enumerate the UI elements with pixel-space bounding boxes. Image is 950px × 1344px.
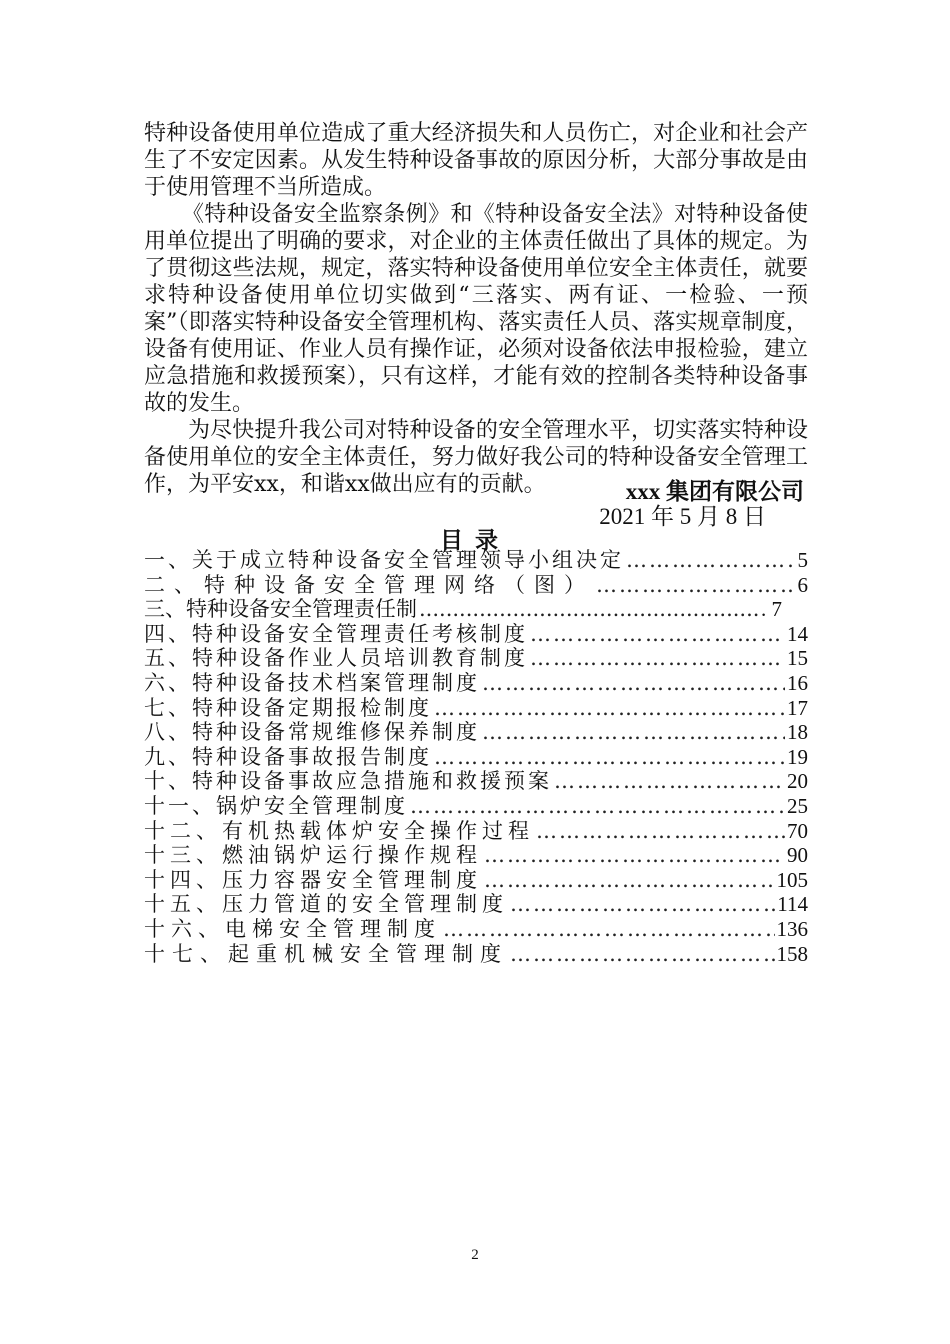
toc-entry[interactable]: [144, 573, 808, 598]
toc-entry[interactable]: [144, 548, 808, 573]
toc-leader-dots: [482, 720, 785, 745]
toc-entry-label: 十三、燃油锅炉运行操作规程: [144, 843, 482, 868]
page-number: 2: [471, 1247, 479, 1263]
toc-entry-page: 20: [787, 769, 808, 794]
toc-entry-label: 二、特种设备安全管理网络（图）: [144, 572, 594, 597]
toc-entry-label: 三、特种设备安全管理责任制: [144, 597, 417, 622]
toc-entry-label: 六、特种设备技术档案管理制度: [144, 670, 480, 695]
toc-entry[interactable]: [144, 597, 808, 622]
toc-leader-dots: [482, 671, 785, 696]
intro-text: [144, 120, 808, 498]
signature-date: 2021 年 5 月 8 日: [599, 504, 766, 529]
toc-leader-dots: [530, 622, 785, 647]
toc-entry-page: 16: [787, 670, 808, 695]
toc-entry-label: 九、特种设备事故报告制度: [144, 744, 432, 769]
toc-entry-page: 15: [787, 646, 808, 671]
paragraph-3: 为尽快提升我公司对特种设备的安全管理水平，切实落实特种设备使用单位的安全主体责任，努力做好我公司的特种设备安全管理工作，为平安xx，和谐xx做出应有的贡献。: [144, 418, 808, 497]
toc-entry-page: 5: [797, 548, 808, 572]
toc-entry-label: 十五、压力管道的安全管理制度: [144, 892, 508, 917]
toc-title: 目录: [440, 527, 510, 554]
toc-leader-dots: [434, 696, 785, 721]
toc-entry-page: 25: [787, 793, 808, 818]
toc-entry-page: 17: [787, 695, 808, 720]
toc-entry-label: 十一、锅炉安全管理制度: [144, 793, 408, 818]
toc-entry-page: 105: [776, 867, 808, 892]
toc-entry-page: 19: [787, 744, 808, 769]
toc-entry-label: 七、特种设备定期报检制度: [144, 695, 432, 720]
toc-entry-page: . 7: [761, 597, 782, 622]
toc-entry[interactable]: [144, 720, 808, 745]
toc-leader-dots: [484, 868, 775, 893]
toc-entry-label: 十、特种设备事故应急措施和救援预案: [144, 769, 552, 794]
toc-leader-dots: [419, 597, 759, 622]
toc-entry-label: 十四、压力容器安全管理制度: [144, 867, 482, 892]
toc-entry[interactable]: [144, 646, 808, 671]
toc-entry-label: 十六、电梯安全管理制度: [144, 916, 441, 941]
toc-entry-page: 18: [787, 720, 808, 745]
toc-leader-dots: [530, 646, 785, 671]
toc-entry[interactable]: [144, 819, 808, 844]
toc-entry[interactable]: [144, 622, 808, 647]
toc-entry-page: 70: [787, 818, 808, 843]
toc-leader-dots: [626, 548, 796, 573]
toc-entry-label: 八、特种设备常规维修保养制度: [144, 720, 480, 745]
toc-leader-dots: [443, 917, 775, 942]
toc-leader-dots: [554, 769, 785, 794]
toc-leader-dots: [510, 892, 775, 917]
toc-entry-label: 一、关于成立特种设备安全管理领导小组决定: [144, 548, 624, 572]
toc-entry-page: 14: [787, 621, 808, 646]
signature-company: xxx 集团有限公司: [625, 479, 804, 504]
toc-entry[interactable]: [144, 696, 808, 721]
toc-entry[interactable]: [144, 942, 808, 967]
toc-leader-dots: [410, 794, 785, 819]
toc-leader-dots: [510, 942, 775, 967]
toc-entry-page: 90: [787, 843, 808, 868]
toc-entry[interactable]: [144, 843, 808, 868]
table-of-contents: [144, 548, 808, 966]
toc-leader-dots: [434, 745, 785, 770]
toc-entry-label: 五、特种设备作业人员培训教育制度: [144, 646, 528, 671]
toc-entry[interactable]: [144, 868, 808, 893]
toc-entry[interactable]: [144, 745, 808, 770]
toc-entry-label: 四、特种设备安全管理责任考核制度: [144, 621, 528, 646]
toc-entry-page: 114: [777, 892, 808, 917]
toc-entry[interactable]: [144, 892, 808, 917]
toc-leader-dots: [536, 819, 785, 844]
toc-entry[interactable]: [144, 794, 808, 819]
toc-leader-dots: [484, 843, 785, 868]
paragraph-1: 特种设备使用单位造成了重大经济损失和人员伤亡，对企业和社会产生了不安定因素。从发生特种设备事故的原因分析，大部分事故是由于使用管理不当所造成。: [144, 121, 808, 200]
toc-entry[interactable]: [144, 769, 808, 794]
toc-leader-dots: [596, 573, 796, 598]
toc-entry-page: 158: [776, 941, 808, 966]
toc-entry[interactable]: [144, 917, 808, 942]
toc-entry-page: 6: [797, 572, 808, 597]
toc-entry[interactable]: [144, 671, 808, 696]
toc-entry-page: 136: [776, 916, 808, 941]
toc-entry-label: 十二、有机热载体炉安全操作过程: [144, 818, 534, 843]
paragraph-2: 《特种设备安全监察条例》和《特种设备安全法》对特种设备使用单位提出了明确的要求，对企业的主体责任做出了具体的规定。为了贯彻这些法规，规定，落实特种设备使用单位安全主体责任，就要求特种设备使用单位切实做到“三落实、两有证、一检验、一预案”（即落实特种设备安全管理机构、落实责任人员、落实规章制度，设备有使用证、作业人员有操作证，必须对设备依法申报检验，建立应急措施和救援预案），只有这样，才能有效的控制各类特种设备事故的发生。: [144, 202, 808, 416]
toc-entry-label: 十七、起重机械安全管理制度: [144, 941, 508, 966]
